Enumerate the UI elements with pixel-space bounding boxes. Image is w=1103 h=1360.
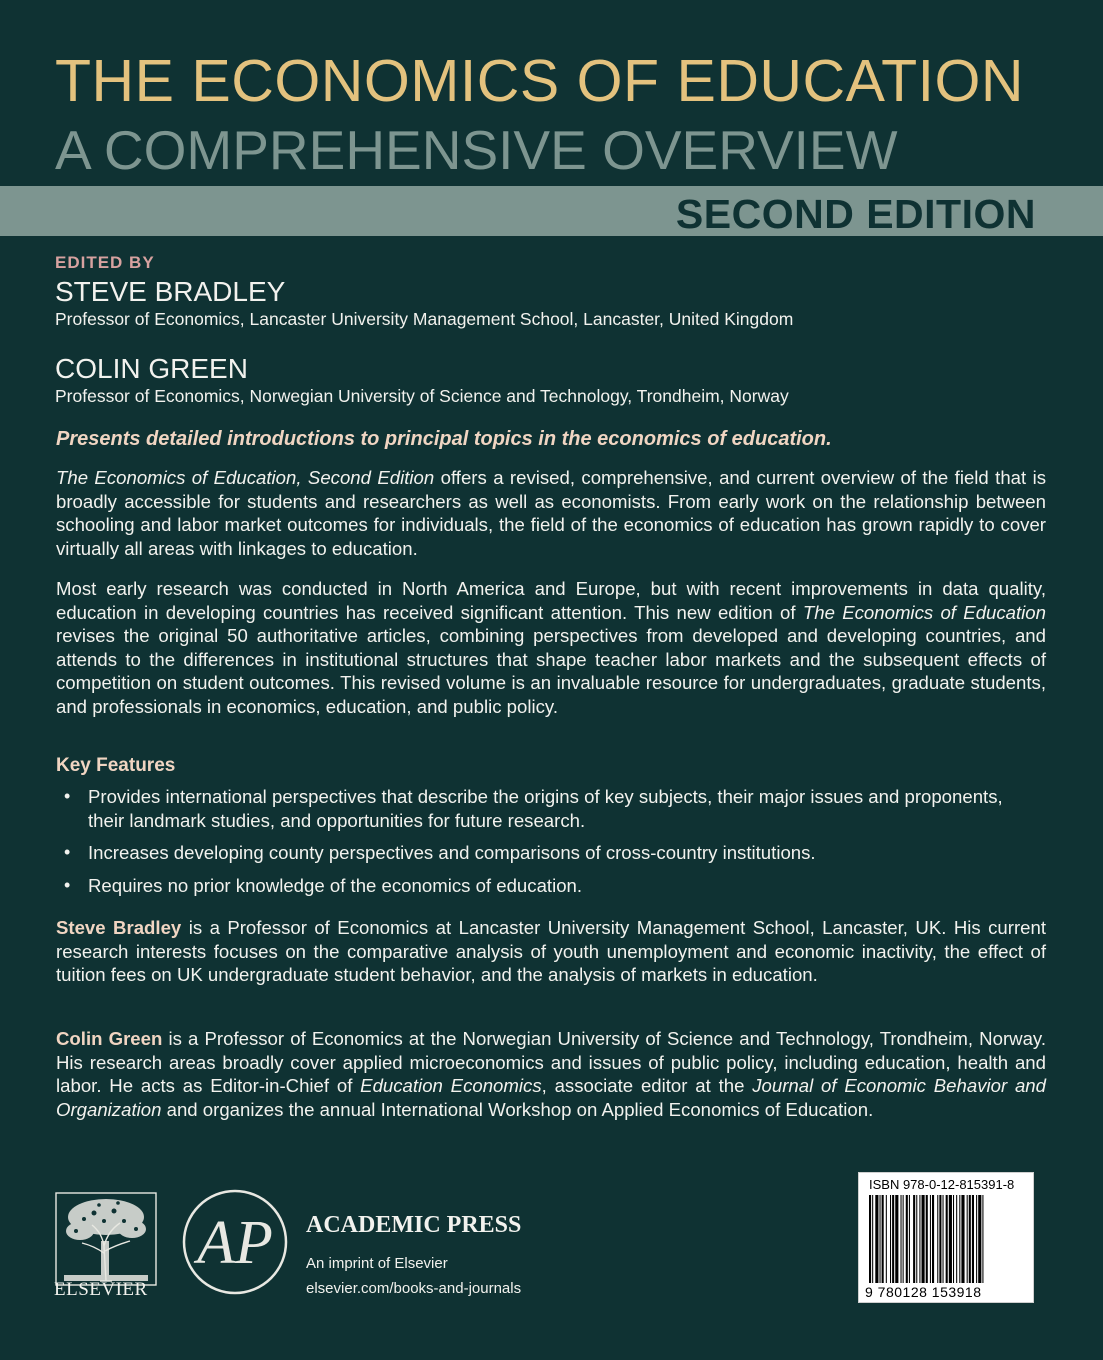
barcode-bar xyxy=(913,1195,915,1283)
barcode-bar xyxy=(890,1195,891,1283)
list-item: • Provides international perspectives that describe the origins of key subjects, their major issues and proponents, their landmark studies, and opportunities for future research. xyxy=(64,785,1044,832)
ap-monogram: AP xyxy=(197,1209,273,1277)
book-subtitle: A COMPREHENSIVE OVERVIEW xyxy=(55,119,898,181)
isbn-label: ISBN 978-0-12-815391-8 xyxy=(869,1177,1015,1192)
editor-affiliation-bradley: Professor of Economics, Lancaster University Management School, Lancaster, United Kingdom xyxy=(55,309,794,329)
description-paragraph-1: The Economics of Education, Second Edition offers a revised, comprehensive, and current overview of the field that is broadly accessible for students and researchers as well as economists. From early work on the relationship between schooling and labor market outcomes for individuals, the field of the economics of education has grown rapidly to cover virtually all areas with linkages to education. xyxy=(56,467,1046,559)
barcode-bar xyxy=(906,1195,908,1283)
edition-label: SECOND EDITION xyxy=(675,191,1036,237)
editor-name-green: COLIN GREEN xyxy=(55,353,248,384)
barcode-bar xyxy=(953,1195,954,1283)
barcode-bar xyxy=(916,1195,917,1283)
book-title: THE ECONOMICS OF EDUCATION xyxy=(55,48,1025,114)
edited-by-heading: EDITED BY xyxy=(55,253,155,272)
bio-name-green: Colin Green xyxy=(56,1028,163,1049)
barcode-bar xyxy=(949,1195,952,1283)
barcode-bar xyxy=(919,1195,920,1283)
list-item: • Requires no prior knowledge of the economics of education. xyxy=(64,874,1044,898)
barcode-bar xyxy=(976,1195,977,1283)
barcode-bar xyxy=(972,1195,974,1283)
barcode-bar xyxy=(939,1195,941,1283)
academic-press-ap-logo-icon xyxy=(180,1187,290,1297)
list-item: • Increases developing county perspectives and comparisons of cross-country institutions. xyxy=(64,841,1044,865)
barcode-bar xyxy=(967,1195,968,1283)
barcode-bar xyxy=(926,1195,928,1283)
edition-band xyxy=(0,186,1103,236)
imprint-line: An imprint of Elsevier xyxy=(306,1255,448,1272)
barcode-bar xyxy=(869,1195,871,1283)
elsevier-wordmark: ELSEVIER xyxy=(54,1279,148,1300)
key-features-list xyxy=(64,785,1044,906)
isbn-barcode xyxy=(858,1172,1034,1303)
book-title-italic: The Economics of Education, Second Edition xyxy=(56,467,435,488)
bio-bradley: Steve Bradley is a Professor of Economics at Lancaster University Management School, Lancaster, UK. His current research interests focuses on the comparative analysis of youth unemployment and economic inactivity, the effect of tuition fees on UK undergraduate student behavior, and the analysis of markets in education. xyxy=(56,917,1046,985)
barcode-digits: 9 780128 153918 xyxy=(865,1284,982,1300)
bio-name-bradley: Steve Bradley xyxy=(56,917,182,938)
barcode-bar xyxy=(875,1195,878,1283)
barcode-bar xyxy=(956,1195,957,1283)
barcode-bar xyxy=(886,1195,887,1283)
editor-name-bradley: STEVE BRADLEY xyxy=(55,276,286,307)
barcode-bar xyxy=(892,1195,894,1283)
barcode-bar xyxy=(943,1195,944,1283)
book-title-italic: The Economics of Education xyxy=(802,601,1046,623)
barcode-bar xyxy=(909,1195,910,1283)
description-paragraph-2: Most early research was conducted in North America and Europe, but with recent improvements in data quality, education in developing countries has received significant attention. This new edition of The Economics of Education revises the original 50 authoritative articles, combining perspectives from developed and developing countries, and attends to the differences in institutional structures that shape teacher labor markets and the subsequent effects of competition on student outcomes. This revised volume is an invaluable resource for undergraduates, graduate students, and professionals in economics, education, and public policy. xyxy=(56,578,1046,717)
barcode-bar xyxy=(946,1195,948,1283)
barcode-bar xyxy=(937,1195,938,1283)
barcode-bar xyxy=(932,1195,934,1283)
barcode-bar xyxy=(882,1195,884,1283)
barcode-bar xyxy=(961,1195,964,1283)
barcode-bar xyxy=(959,1195,960,1283)
bio-green: Colin Green is a Professor of Economics at the Norwegian University of Science and Technology, Trondheim, Norway. His research areas broadly cover applied microeconomics and issues of public policy, including education, health and labor. He acts as Editor-in-Chief of Education Economics, associate editor at the Journal of Economic Behavior and Organization and organizes the annual International Workshop on Applied Economics of Education. xyxy=(56,1028,1046,1120)
barcode-bar xyxy=(880,1195,881,1283)
publisher-url: elsevier.com/books-and-journals xyxy=(306,1280,522,1297)
barcode-bar xyxy=(903,1195,904,1283)
key-features-heading: Key Features xyxy=(56,755,176,776)
barcode-bar xyxy=(930,1195,931,1283)
barcode-bars-icon xyxy=(869,1195,1025,1283)
barcode-bar xyxy=(969,1195,971,1283)
tagline: Presents detailed introductions to principal topics in the economics of education. xyxy=(56,428,832,450)
barcode-bar xyxy=(978,1195,981,1283)
barcode-bar xyxy=(982,1195,983,1283)
barcode-bar xyxy=(901,1195,902,1283)
barcode-bar xyxy=(895,1195,898,1283)
editor-affiliation-green: Professor of Economics, Norwegian University of Science and Technology, Trondheim, Norway xyxy=(55,386,789,406)
academic-press-name: ACADEMIC PRESS xyxy=(306,1212,522,1238)
barcode-bar xyxy=(872,1195,873,1283)
barcode-bar xyxy=(922,1195,925,1283)
